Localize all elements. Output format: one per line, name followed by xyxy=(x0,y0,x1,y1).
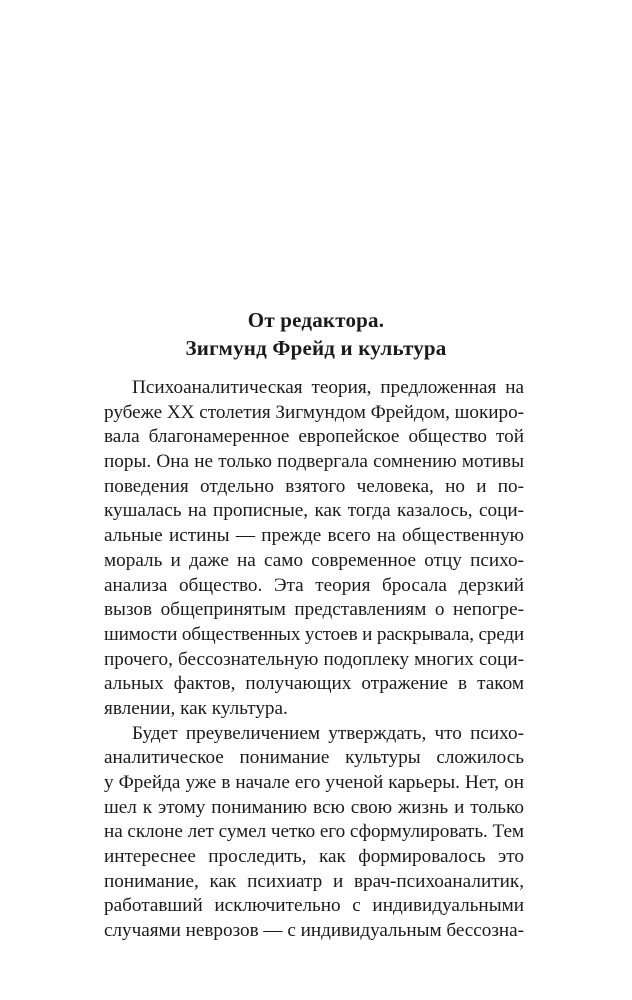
text-line: поры. Она не только подвергала сомнению мотивы xyxy=(104,451,524,473)
paragraph-2 xyxy=(104,722,524,944)
text-line: интереснее проследить, как формировалось это xyxy=(104,846,524,868)
text-line: прочего, бессознательную подоплеку многих соци- xyxy=(104,648,524,670)
paragraph-1 xyxy=(104,376,524,722)
text-line: работавший исключительно с индивидуальными xyxy=(104,895,524,917)
text-line: альных фактов, получающих отражение в таком xyxy=(104,673,524,695)
text-line: кушалась на прописные, как тогда казалось, соци- xyxy=(104,500,524,522)
chapter-heading-line-2: Зигмунд Фрейд и культура xyxy=(185,336,447,360)
text-line: Психоаналитическая теория, предложенная на xyxy=(132,377,524,398)
text-line: у Фрейда уже в начале его ученой карьеры. Нет, он xyxy=(104,772,524,793)
chapter-heading xyxy=(0,306,632,362)
text-line: случаями неврозов — с индивидуальным бессозна- xyxy=(104,920,524,942)
text-line: шел к этому пониманию всю свою жизнь и только xyxy=(104,796,524,818)
text-line: явлении, как культура. xyxy=(104,697,288,719)
text-line: шимости общественных устоев и раскрывала, среди xyxy=(104,623,524,645)
text-line: вызов общепринятым представлениям о непогре- xyxy=(104,599,524,621)
body-text xyxy=(104,376,524,944)
text-line: мораль и даже на само современное отцу психо- xyxy=(104,549,524,571)
chapter-heading-line-1: От редактора. xyxy=(247,308,385,332)
text-line: аналитическое понимание культуры сложилось xyxy=(104,747,524,769)
text-line: поведения отдельно взятого человека, но и по- xyxy=(104,475,524,497)
text-line: на склоне лет сумел четко его сформулировать. Тем xyxy=(104,821,524,843)
text-line: вала благонамеренное европейское общество той xyxy=(104,426,524,448)
text-line: рубеже XX столетия Зигмундом Фрейдом, шокиро- xyxy=(104,401,524,423)
text-line: понимание, как психиатр и врач-психоаналитик, xyxy=(104,870,524,892)
text-line: анализа общество. Эта теория бросала дерзкий xyxy=(104,574,524,596)
text-line: альные истины — прежде всего на общественную xyxy=(104,525,524,547)
text-line: Будет преувеличением утверждать, что психо- xyxy=(132,722,524,744)
